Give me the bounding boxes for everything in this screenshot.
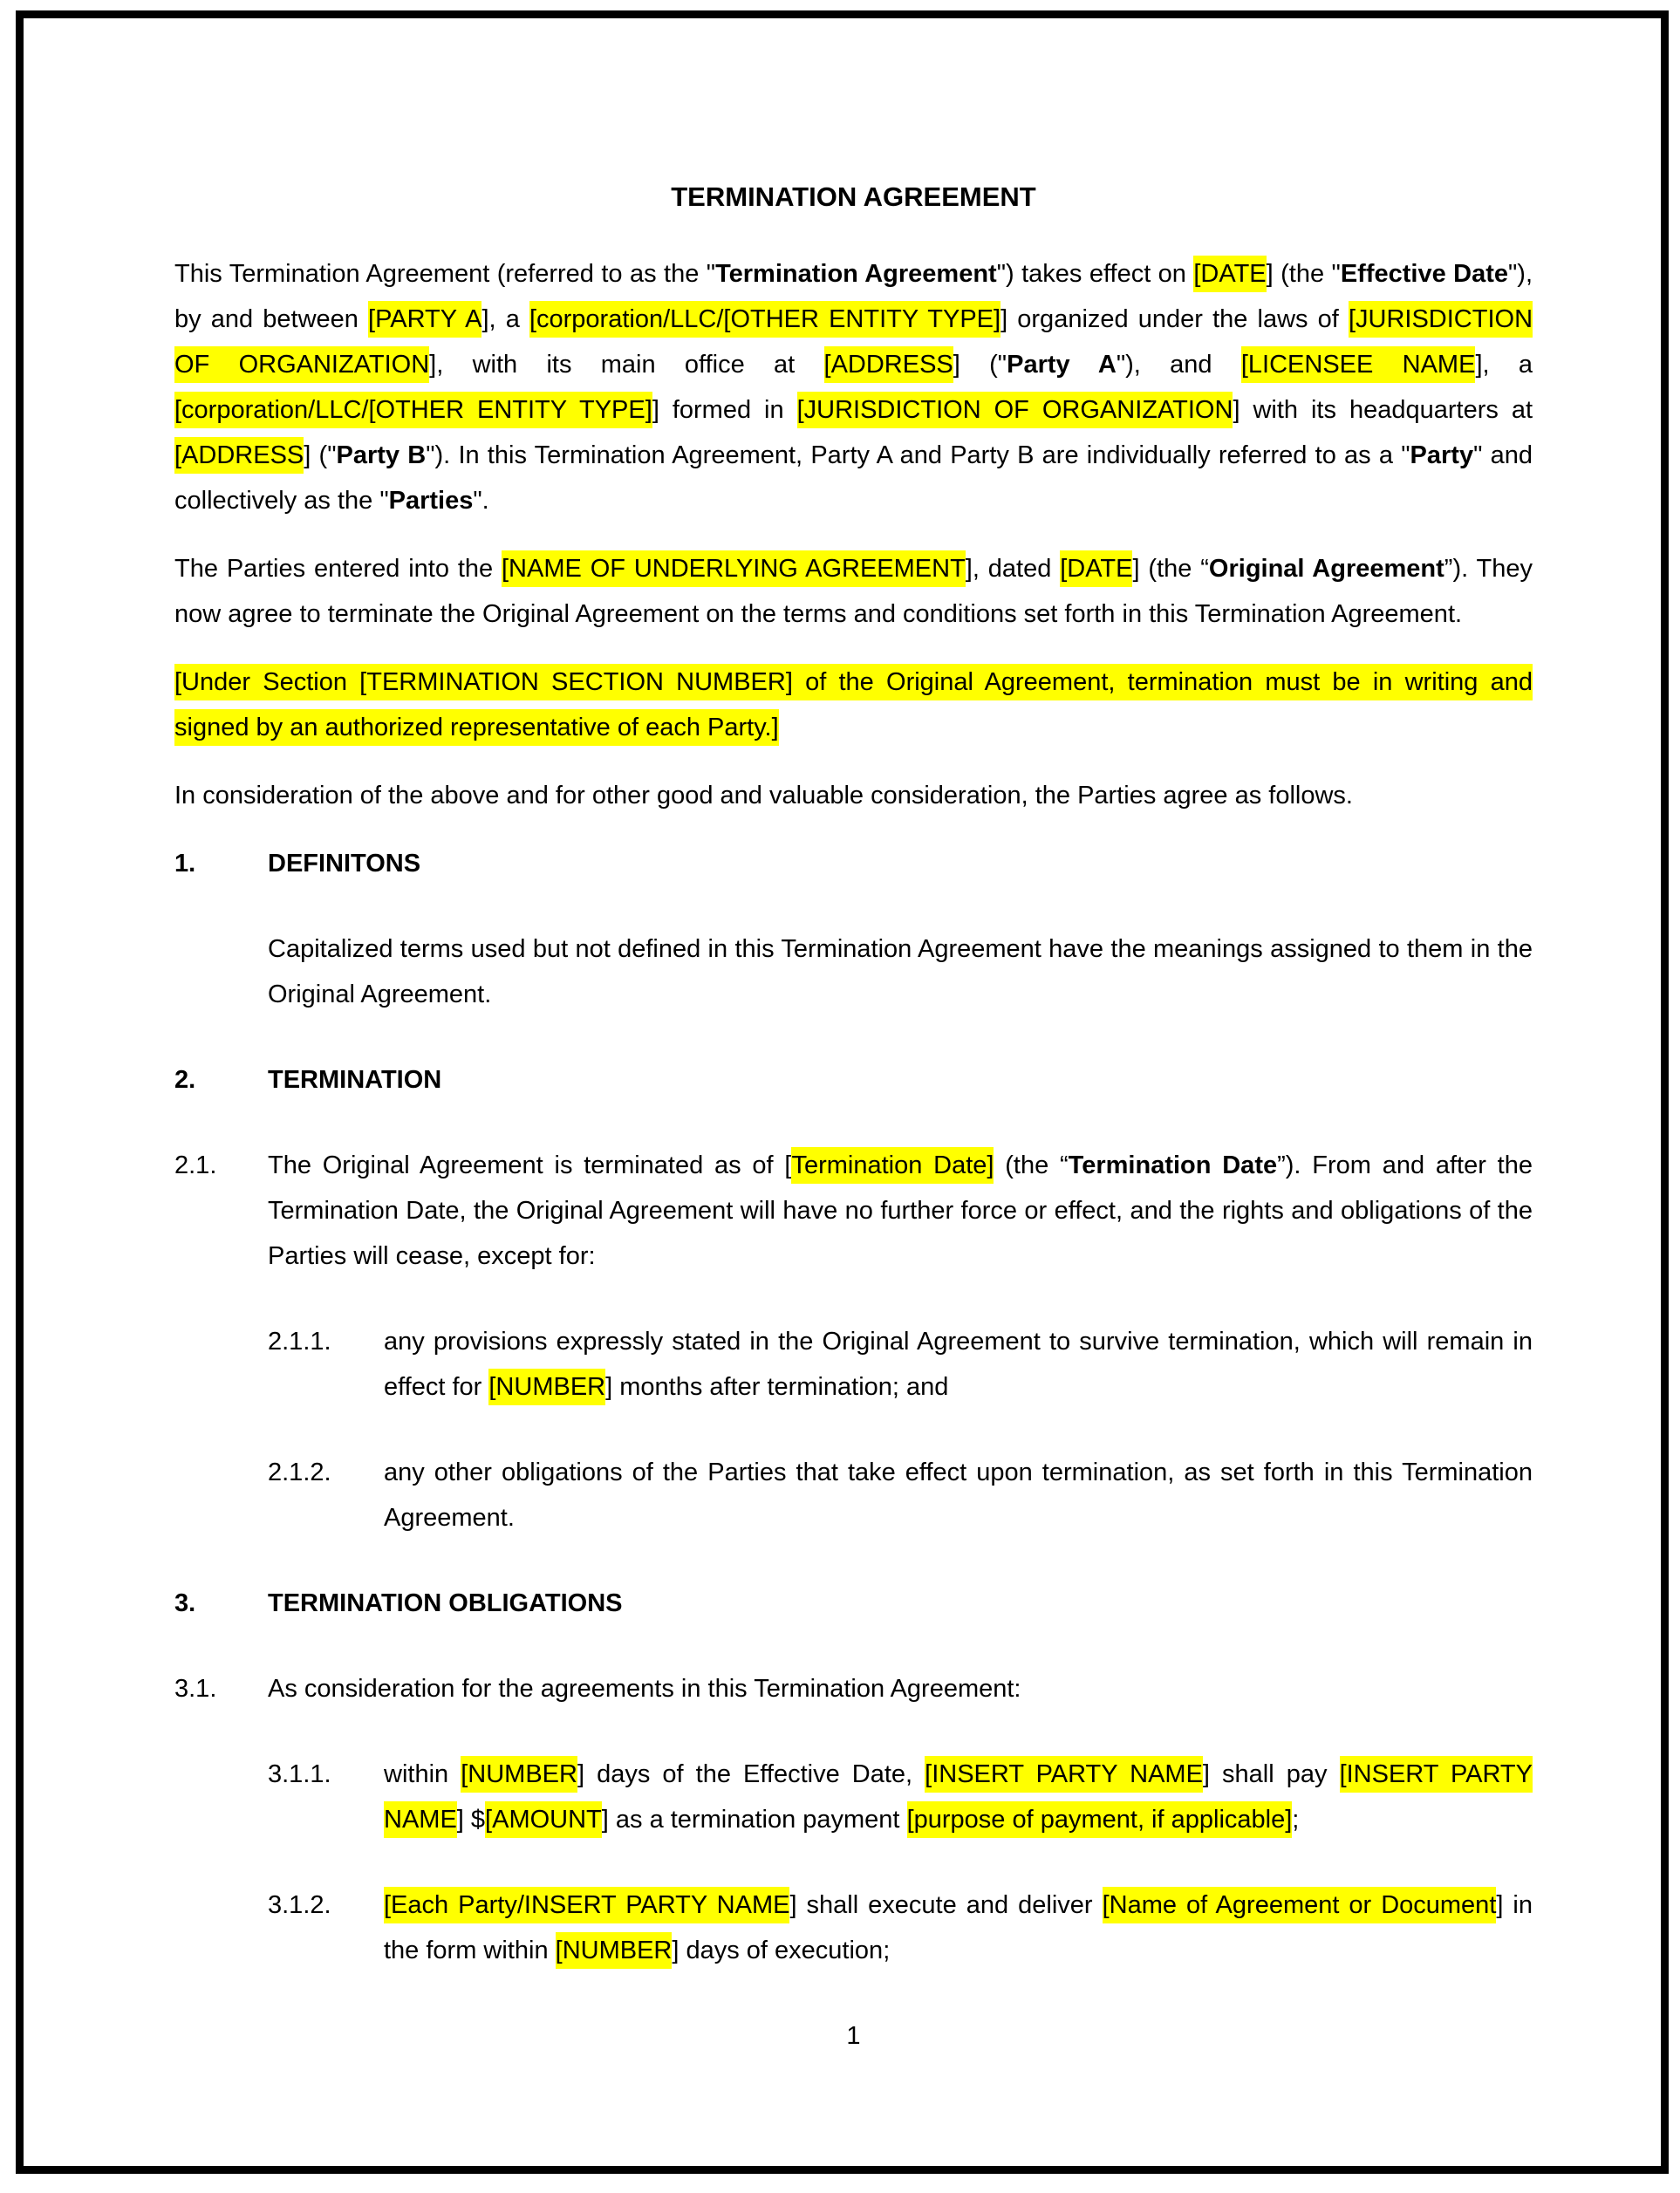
text-run: Parties (388, 487, 474, 515)
text-run: ] days of the Effective Date, (577, 1760, 925, 1788)
text-run: The Original Agreement is terminated as of [ (268, 1151, 792, 1179)
text-run: within (384, 1760, 461, 1788)
text-run: Party B (336, 441, 427, 469)
placeholder-highlight: [JURISDICTION OF ORGANIZATION (797, 392, 1233, 428)
section-heading (174, 1057, 1533, 1103)
section-heading-text: TERMINATION (268, 1066, 442, 1094)
clause-number: 2. (174, 1066, 196, 1094)
placeholder-highlight: [Under Section [TERMINATION SECTION NUMBER] of the Original Agreement, termination must be in writing and signed by an authorized representative of each Party.] (174, 664, 1533, 746)
placeholder-highlight: [LICENSEE NAME (1241, 346, 1476, 383)
placeholder-highlight: Termination Date] (791, 1147, 994, 1184)
placeholder-highlight: [Each Party/INSERT PARTY NAME (384, 1887, 789, 1923)
page-number: 1 (846, 2022, 861, 2050)
text-run: ; (1292, 1806, 1300, 1834)
placeholder-highlight: [DATE (1060, 550, 1132, 587)
text-run: Effective Date (1340, 260, 1508, 288)
section-heading (174, 841, 1533, 886)
text-run: "), by and between (174, 260, 1533, 333)
text-run: ”). From and after the Termination Date, the Original Agreement will have no further force or effect, and the rights and obligations of the Parties will cease, except for: (268, 1151, 1533, 1270)
paragraph (174, 251, 1533, 523)
text-run: Party (1410, 441, 1474, 469)
section-body-paragraph (268, 926, 1533, 1017)
text-run: ") takes effect on (996, 260, 1194, 288)
text-run: ] as a termination payment (601, 1806, 907, 1834)
paragraph (174, 546, 1533, 637)
text-run: Termination Date (1068, 1151, 1278, 1179)
placeholder-highlight: [DATE (1193, 256, 1266, 292)
placeholder-highlight: [INSERT PARTY NAME (384, 1756, 1533, 1838)
text-run: ] (the " (1266, 260, 1341, 288)
text-run: ] with its headquarters at (1233, 396, 1533, 424)
section-heading-text: TERMINATION OBLIGATIONS (268, 1589, 623, 1617)
placeholder-highlight: [INSERT PARTY NAME (925, 1756, 1203, 1793)
clause-number: 3. (174, 1589, 196, 1617)
text-run: ] in the form within (384, 1891, 1533, 1964)
text-run: ], a (1475, 351, 1533, 379)
text-run: Capitalized terms used but not defined in this Termination Agreement have the meanings assigned to them in the Original Agreement. (268, 935, 1533, 1008)
placeholder-highlight: [Name of Agreement or Document (1103, 1887, 1497, 1923)
text-run: ], dated (965, 555, 1061, 583)
text-run: ”). They now agree to terminate the Original Agreement on the terms and conditions set forth in this Termination Agreement. (174, 555, 1533, 628)
text-run: any provisions expressly stated in the Original Agreement to survive termination, which will remain in effect for (384, 1328, 1533, 1401)
section-heading-text: DEFINITONS (268, 850, 421, 878)
text-run: The Parties entered into the (174, 555, 502, 583)
document-page (174, 174, 1533, 2059)
text-run: ] (" (304, 441, 337, 469)
paragraph (174, 659, 1533, 750)
clause-text (268, 1143, 1533, 1279)
placeholder-highlight: [NUMBER (556, 1932, 673, 1969)
section-heading (174, 1581, 1533, 1626)
text-run: ] shall execute and deliver (789, 1891, 1103, 1919)
text-run: ] days of execution; (672, 1937, 891, 1964)
placeholder-highlight: [corporation/LLC/[OTHER ENTITY TYPE] (174, 392, 652, 428)
numbered-clause (268, 1882, 1533, 1973)
numbered-clause (174, 1666, 1533, 1711)
text-run: any other obligations of the Parties that take effect upon termination, as set forth in this Termination Agreement. (384, 1459, 1533, 1532)
clause-number: 2.1.2. (268, 1459, 331, 1486)
clause-number: 1. (174, 850, 196, 878)
clause-number: 3.1.2. (268, 1891, 331, 1919)
text-run: ], with its main office at (429, 351, 824, 379)
clause-number: 3.1. (174, 1675, 217, 1703)
placeholder-highlight: [NAME OF UNDERLYING AGREEMENT (502, 550, 966, 587)
clause-text (384, 1752, 1533, 1842)
placeholder-highlight: [NUMBER (488, 1369, 605, 1405)
clause-number: 2.1. (174, 1151, 217, 1179)
clause-text (268, 1666, 1533, 1711)
text-run: ] (the “ (1132, 555, 1209, 583)
numbered-clause (268, 1752, 1533, 1842)
placeholder-highlight: [PARTY A (368, 301, 481, 338)
text-run: ] formed in (652, 396, 797, 424)
text-run: In consideration of the above and for other good and valuable consideration, the Parties agree as follows. (174, 782, 1353, 810)
text-run: ] (" (953, 351, 1007, 379)
text-run: " and collectively as the " (174, 441, 1533, 515)
placeholder-highlight: [NUMBER (461, 1756, 577, 1793)
clause-number: 2.1.1. (268, 1328, 331, 1356)
clause-number: 3.1.1. (268, 1760, 331, 1788)
numbered-clause (268, 1450, 1533, 1541)
clause-text (384, 1450, 1533, 1541)
text-run: ] months after termination; and (605, 1373, 949, 1401)
text-run: ] organized under the laws of (1000, 305, 1349, 333)
text-run: "), and (1116, 351, 1241, 379)
document-body (174, 251, 1533, 1973)
clause-text (384, 1319, 1533, 1410)
text-run: (the “ (994, 1151, 1069, 1179)
text-run: "). In this Termination Agreement, Party A and Party B are individually referred to as a " (426, 441, 1410, 469)
placeholder-highlight: [ADDRESS (174, 437, 304, 474)
numbered-clause (268, 1319, 1533, 1410)
text-run: ], a (481, 305, 529, 333)
placeholder-highlight: [purpose of payment, if applicable] (907, 1801, 1293, 1838)
placeholder-highlight: [JURISDICTION OF ORGANIZATION (174, 301, 1533, 383)
text-run: Original Agreement (1208, 555, 1444, 583)
text-run: ] shall pay (1202, 1760, 1340, 1788)
paragraph (174, 773, 1533, 818)
clause-text (384, 1882, 1533, 1973)
placeholder-highlight: [corporation/LLC/[OTHER ENTITY TYPE] (529, 301, 1000, 338)
placeholder-highlight: [ADDRESS (824, 346, 953, 383)
text-run: ] $ (456, 1806, 486, 1834)
document-title: TERMINATION AGREEMENT (671, 181, 1036, 212)
text-run: This Termination Agreement (referred to as the " (174, 260, 716, 288)
numbered-clause (174, 1143, 1533, 1279)
text-run: ". (473, 487, 489, 515)
placeholder-highlight: [AMOUNT (485, 1801, 602, 1838)
text-run: As consideration for the agreements in this Termination Agreement: (268, 1675, 1021, 1703)
text-run: Party A (1007, 351, 1117, 379)
text-run: Termination Agreement (715, 260, 997, 288)
